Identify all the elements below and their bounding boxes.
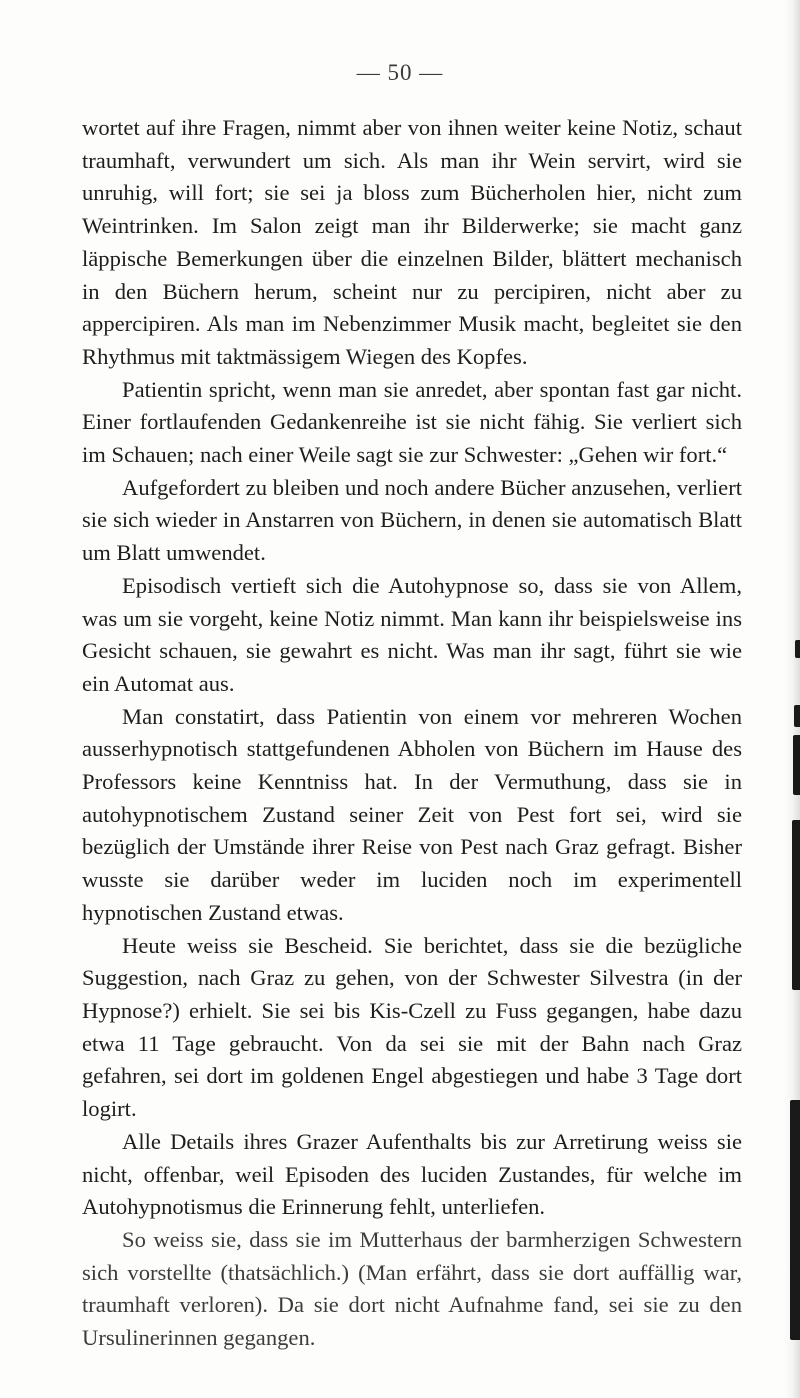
scan-edge-mark — [792, 820, 800, 990]
paragraph: wortet auf ihre Fragen, nimmt aber von ihnen weiter keine Notiz, schaut traumhaft, verwundert um sich. Als man ihr Wein servirt, wird sie unruhig, will fort; sie sei ja bloss zum Bücherholen hier, nicht zum Weintrinken. Im Salon zeigt man ihr Bilderwerke; sie macht ganz läppische Bemerkungen über die einzelnen Bilder, blättert mechanisch in den Büchern herum, scheint nur zu percipiren, nicht aber zu appercipiren. Als man im Nebenzimmer Musik macht, begleitet sie den Rhythmus mit taktmässigem Wiegen des Kopfes. — [82, 115, 742, 369]
paragraph: Heute weiss sie Bescheid. Sie berichtet, dass sie die bezügliche Suggestion, nach Graz zu gehen, von der Schwester Silvestra (in der Hypnose?) erhielt. Sie sei bis Kis-Czell zu Fuss gegangen, habe dazu etwa 11 Tage gebraucht. Von da sei sie mit der Bahn nach Graz gefahren, sei dort im goldenen Engel abgestiegen und habe 3 Tage dort logirt. — [82, 932, 742, 1122]
paragraph: Alle Details ihres Grazer Aufenthalts bis zur Arretirung weiss sie nicht, offenbar, weil Episoden des luciden Zustandes, für welche im Autohypnotismus die Erinnerung fehlt, unterliefen. — [82, 1128, 742, 1220]
paragraph: Patientin spricht, wenn man sie anredet, aber spontan fast gar nicht. Einer fortlaufenden Gedankenreihe ist sie nicht fähig. Sie verliert sich im Schauen; nach einer Weile sagt sie zur Schwester: „Gehen wir fort.“ — [82, 376, 742, 468]
paragraph: Man constatirt, dass Patientin von einem vor mehreren Wochen ausserhypnotisch stattgefundenen Abholen von Büchern im Hause des Professors keine Kenntniss hat. In der Vermuthung, dass sie in autohypnotischem Zustand seiner Zeit von Pest fort sei, wird sie bezüglich der Umstände ihrer Reise von Pest nach Graz gefragt. Bisher wusste sie darüber weder im luciden noch im experimentell hypnotischen Zustand etwas. — [82, 703, 742, 925]
page-number: — 50 — — [356, 60, 444, 85]
body-text — [82, 112, 742, 1355]
scan-edge-mark — [793, 735, 800, 795]
paragraph: Aufgefordert zu bleiben und noch andere Bücher anzusehen, verliert sie sich wieder in Anstarren von Büchern, in denen sie automatisch Blatt um Blatt umwendet. — [82, 474, 742, 566]
scan-edge-mark — [794, 705, 800, 727]
paragraph: So weiss sie, dass sie im Mutterhaus der barmherzigen Schwestern sich vorstellte (thatsächlich.) (Man erfährt, dass sie dort auffällig war, traumhaft verloren). Da sie dort nicht Aufnahme fand, sei sie zu den Ursulinerinnen gegangen. — [82, 1226, 742, 1351]
scan-edge-mark — [795, 640, 800, 658]
scan-edge-mark — [790, 1100, 800, 1340]
paragraph: Episodisch vertieft sich die Autohypnose so, dass sie von Allem, was um sie vorgeht, keine Notiz nimmt. Man kann ihr beispielsweise ins Gesicht schauen, sie gewahrt es nicht. Was man ihr sagt, führt sie wie ein Automat aus. — [82, 572, 742, 696]
